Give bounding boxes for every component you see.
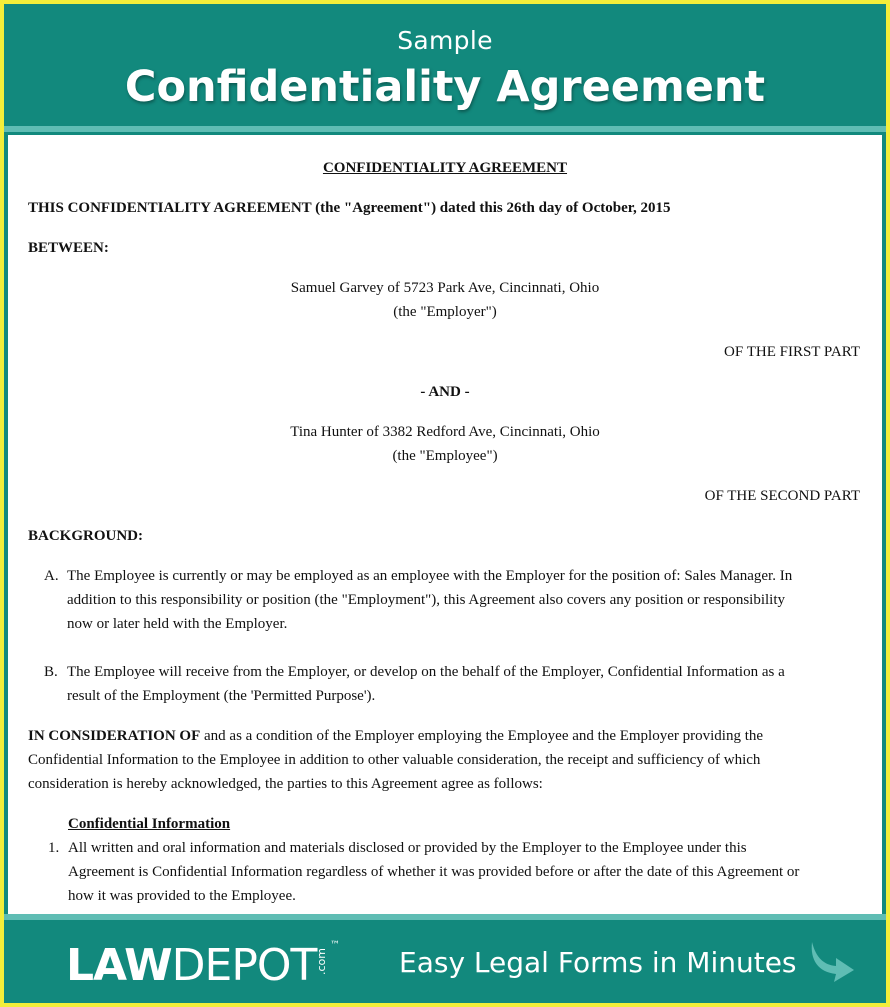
bg-a-marker: A. — [44, 568, 59, 584]
party1-line2: (the "Employer") — [393, 304, 497, 320]
header-title: Confidentiality Agreement — [124, 62, 766, 112]
intro-line: THIS CONFIDENTIALITY AGREEMENT (the "Agreement") dated this 26th day of October, 2015 — [28, 200, 671, 216]
footer-stripe — [4, 914, 886, 920]
bg-a-line: addition to this responsibility or position (the "Employment"), this Agreement also covers any position or responsibility — [67, 592, 786, 608]
between-label: BETWEEN: — [28, 240, 109, 256]
logo-depot: DEPOT — [171, 940, 317, 991]
curved-arrow-icon — [804, 938, 860, 986]
consideration-line: consideration is hereby acknowledged, the parties to this Agreement agree as follows: — [28, 776, 543, 792]
consideration-text: and as a condition of the Employer employing the Employee and the Employer providing the — [200, 728, 764, 744]
consideration-line: Confidential Information to the Employee in addition to other valuable consideration, the receipt and sufficiency of which — [28, 752, 761, 768]
frame — [4, 4, 886, 1003]
logo-law: LAW — [66, 940, 172, 991]
document-heading: CONFIDENTIALITY AGREEMENT — [322, 160, 568, 176]
footer — [4, 922, 886, 1003]
item1-line: All written and oral information and materials disclosed or provided by the Employer to the Employee under this — [68, 840, 747, 856]
bg-b-line: The Employee will receive from the Employer, or develop on the behalf of the Employer, Confidential Information as a — [67, 664, 785, 680]
item1-line: how it was provided to the Employee. — [68, 888, 296, 904]
party2-line1: Tina Hunter of 3382 Redford Ave, Cincinnati, Ohio — [290, 424, 600, 440]
party2-line2: (the "Employee") — [392, 448, 498, 464]
party2-part: OF THE SECOND PART — [704, 488, 860, 504]
item1-marker: 1. — [48, 840, 60, 856]
document-page — [8, 135, 882, 914]
background-label: BACKGROUND: — [28, 528, 143, 544]
page-header — [4, 4, 886, 126]
header-stripe — [4, 126, 886, 132]
section-heading: Confidential Information — [68, 816, 231, 832]
and-label: - AND - — [420, 384, 470, 400]
item1-line: Agreement is Confidential Information regardless of whether it was provided before or after the date of this Agreement or — [68, 864, 800, 880]
party1-line1: Samuel Garvey of 5723 Park Ave, Cincinnati, Ohio — [290, 280, 600, 296]
bg-a-line: now or later held with the Employer. — [67, 616, 288, 632]
bg-b-line: result of the Employment (the 'Permitted Purpose'). — [67, 688, 376, 704]
party1-part: OF THE FIRST PART — [724, 344, 860, 360]
bg-a-line: The Employee is currently or may be employed as an employee with the Employer for the position of: Sales Manager. In — [67, 568, 793, 584]
consideration-bold: IN CONSIDERATION OF — [28, 728, 201, 744]
lawdepot-logo[interactable] — [66, 940, 340, 991]
consideration-line — [28, 724, 763, 748]
logo-tm: ™ — [330, 940, 340, 951]
tagline: Easy Legal Forms in Minutes — [399, 946, 797, 979]
header-subtitle: Sample — [397, 26, 493, 55]
bg-b-marker: B. — [44, 664, 58, 680]
logo-com: .com — [315, 948, 328, 975]
